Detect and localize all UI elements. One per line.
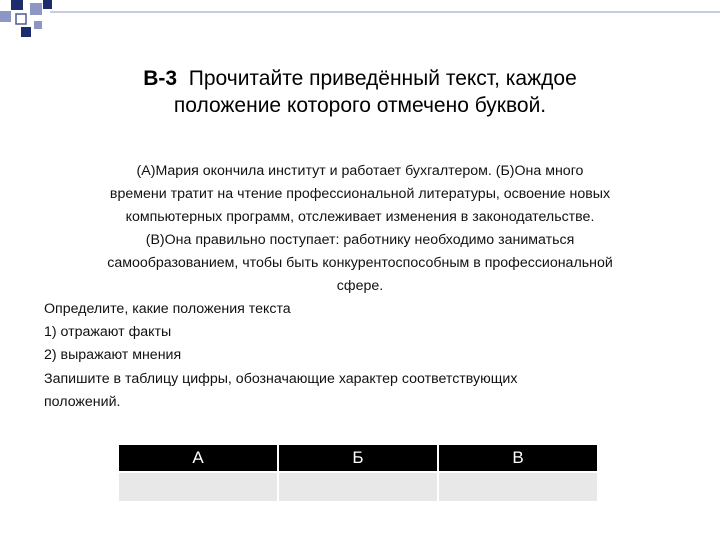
- decor-square-7: [34, 21, 42, 29]
- question-line: положений.: [44, 394, 121, 410]
- slide-title-line-2: положение которого отмечено буквой.: [173, 94, 547, 117]
- source-text-line: времени тратит на чтение профессиональной литературы, освоение новых: [109, 186, 611, 202]
- answer-table-header-row: [118, 444, 598, 472]
- decor-square-6: [21, 27, 31, 37]
- decor-square-2: [0, 11, 11, 22]
- source-text-line: самообразованием, чтобы быть конкурентоспособным в профессиональной: [107, 255, 613, 271]
- header-decoration: [0, 0, 720, 40]
- title-text: Прочитайте приведённый текст, каждое: [177, 67, 577, 90]
- decor-square-5: [43, 0, 52, 9]
- answer-table-header-b: Б: [278, 444, 438, 472]
- answer-table: [117, 443, 599, 503]
- question-line: 2) выражают мнения: [44, 347, 182, 363]
- answer-cell-b[interactable]: [278, 472, 438, 502]
- source-text-line: сфере.: [336, 278, 384, 294]
- decor-square-4: [30, 3, 42, 15]
- task-label: В-3: [143, 67, 178, 90]
- decor-square-3: [16, 14, 26, 24]
- answer-table-row: [118, 472, 598, 502]
- answer-table-header-a: А: [118, 444, 278, 472]
- question-line: 1) отражают факты: [44, 324, 172, 340]
- slide-title-line-1: [0, 66, 720, 92]
- answer-cell-a[interactable]: [118, 472, 278, 502]
- decor-square-1: [11, 0, 23, 10]
- source-text-line: компьютерных программ, отслеживает изменения в законодательстве.: [125, 209, 595, 225]
- question-line: Определите, какие положения текста: [44, 301, 291, 317]
- answer-table-header-v: В: [438, 444, 598, 472]
- source-text-line: (В)Она правильно поступает: работнику необходимо заниматься: [145, 232, 575, 248]
- answer-cell-v[interactable]: [438, 472, 598, 502]
- question-line: Запишите в таблицу цифры, обозначающие характер соответствующих: [44, 371, 518, 387]
- source-text-line: (А)Мария окончила институт и работает бухгалтером. (Б)Она много: [136, 163, 584, 179]
